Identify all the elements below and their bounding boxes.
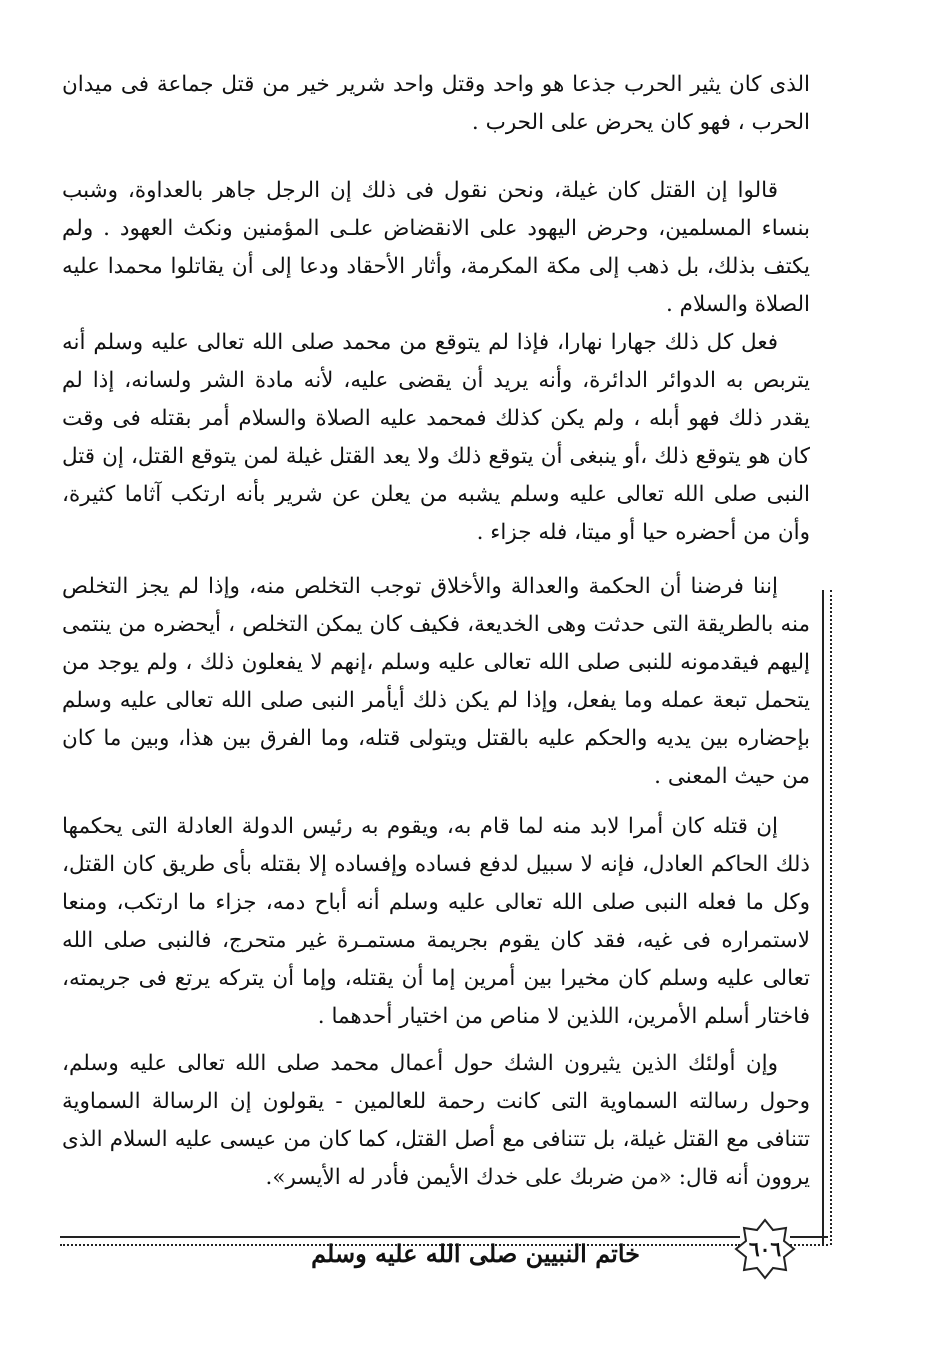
paragraph-1: الذى كان يثير الحرب جذعا هو واحد وقتل واحد شرير خير من قتل جماعة فى ميدان الحرب ، فهو كان يحرض على الحرب . bbox=[62, 72, 810, 135]
page-frame-right-border bbox=[822, 590, 832, 1245]
page-number: ٦٠٦ bbox=[748, 1237, 782, 1261]
paragraph-2: قالوا إن القتل كان غيلة، ونحن نقول فى ذلك إن الرجل جاهر بالعداوة، وشبب بنساء المسلمين، وحرض اليهود على الانقضاض علـى المؤمنين ونكث العهود . ولم يكتف بذلك، بل ذهب إلى مكة المكرمة، وأثار الأحقاد ودعا إلى أن يقاتلوا محمدا عليه الصلاة والسلام . bbox=[62, 178, 810, 317]
paragraph-5: إن قتله كان أمرا لابد منه لما قام به، ويقوم به رئيس الدولة العادلة التى يحكمها ذلك الحاكم العادل، فإنه لا سبيل لدفع فساده وإفساده إلا بقتله بأى طريق كان القتل، وكل ما فعله النبى صلى الله تعالى عليه وسلم أنه أباح دمه، جزاء ما ارتكب، ومنعا لاستمراره فى غيه، فقد كان يقوم بجريمة مستمـرة غير متحرج، فالنبى صلى الله تعالى عليه وسلم كان مخيرا بين أمرين إما أن يقتله، وإما أن يتركه يرتع فى جريمته، فاختار أسلم الأمرين، اللذين لا مناص من اختيار أحدهما . bbox=[62, 814, 810, 1029]
footer-book-title: خاتم النبيين صلى الله عليه وسلم bbox=[311, 1239, 640, 1268]
paragraph-4: إننا فرضنا أن الحكمة والعدالة والأخلاق توجب التخلص منه، وإذا لم يجز التخلص منه بالطريقة التى حدثت وهى الخديعة، فكيف كان يمكن التخلص ، أيحضره من ينتمى إليهم فيقدمونه للنبى صلى الله تعالى عليه وسلم ،إنهم لا يفعلون ذلك ، ولم يوجد من يتحمل تبعة عمله وما يفعل، وإذا لم يكن ذلك أيأمر النبى صلى الله تعالى عليه وسلم بإحضاره بين يديه والحكم عليه بالقتل ويتولى قتله، وما الفرق بين هذا، وبين ما كان من حيث المعنى . bbox=[62, 574, 810, 789]
paragraph-3: فعل كل ذلك جهارا نهارا، فإذا لم يتوقع من محمد صلى الله تعالى عليه وسلم أنه يتربص به الدوائر الدائرة، وأنه يريد أن يقضى عليه، لأنه مادة الشر ولسانه، إذا لم يقدر ذلك فهو أبله ، ولم يكن كذلك فمحمد عليه الصلاة والسلام أمر بقتله فى وقت كان هو يتوقع ذلك ،أو ينبغى أن يتوقع ذلك ولا يعد القتل غيلة لمن يتوقع القتل، إن قتل النبى صلى الله تعالى عليه وسلم يشبه من يعلن عن شرير بأنه ارتكب آثاما كثيرة، وأن من أحضره حيا أو ميتا، فله جزاء . bbox=[62, 330, 810, 545]
paragraph-6: وإن أولئك الذين يثيرون الشك حول أعمال محمد صلى الله تعالى عليه وسلم، وحول رسالته السماوية التى كانت رحمة للعالمين - يقولون إن الرسالة السماوية تتنافى مع القتل غيلة، بل تتنافى مع أصل القتل، كما كان من عيسى عليه السلام الذى يروون أنه قال: «من ضربك على خدك الأيمن فأدر له الأيسر». bbox=[62, 1051, 810, 1190]
